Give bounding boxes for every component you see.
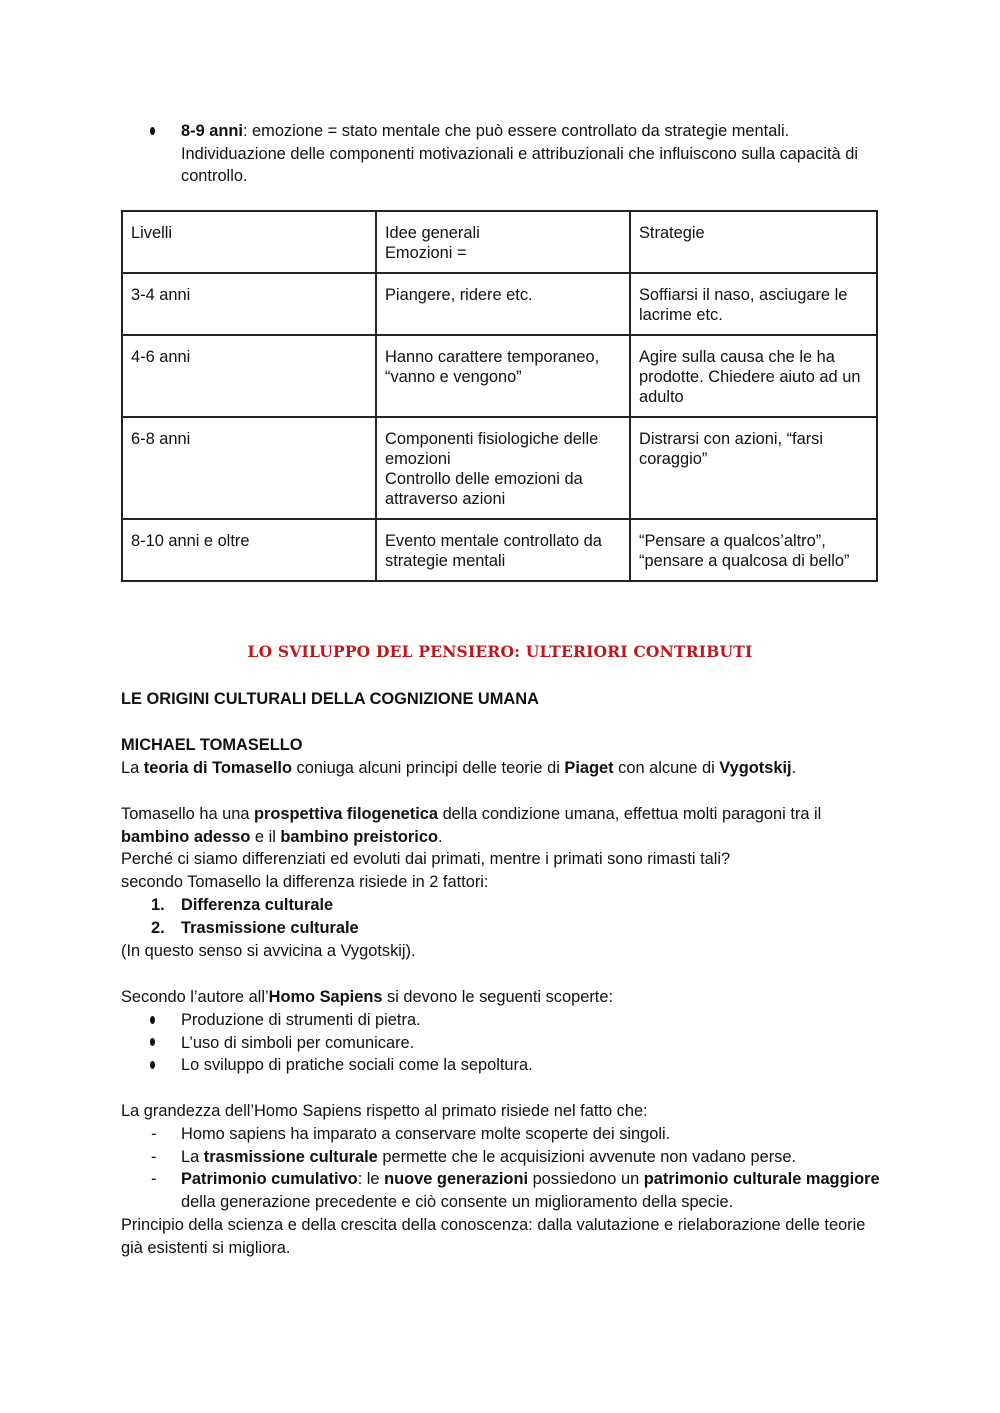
- list-item: - Patrimonio cumulativo: le nuove generazioni possiedono un patrimonio culturale maggiore della generazione precedente e ciò consente un miglioramento della specie.: [151, 1170, 880, 1211]
- table-row: [122, 417, 877, 519]
- cell-strategies: “Pensare a qualcos’altro”, “pensare a qualcosa di bello”: [630, 519, 877, 581]
- heading-origins: LE ORIGINI CULTURALI DELLA COGNIZIONE UMANA: [121, 690, 539, 708]
- cell-strategies: Soffiarsi il naso, asciugare le lacrime etc.: [630, 273, 877, 335]
- cell-ideas: Evento mentale controllato da strategie mentali: [376, 519, 630, 581]
- heading-author: MICHAEL TOMASELLO: [121, 736, 303, 754]
- list-item: - La trasmissione culturale permette che le acquisizioni avvenute non vadano perse.: [151, 1147, 797, 1166]
- bullet-icon: [150, 1009, 170, 1032]
- discoveries-list: [121, 1009, 881, 1077]
- bullet-icon: [150, 1054, 170, 1077]
- intro-bullet-list: [121, 120, 861, 188]
- header-cell-ideas: Idee generali Emozioni =: [376, 211, 630, 273]
- bold-text: 8-9 anni: [181, 122, 243, 140]
- list-item: L’uso di simboli per comunicare.: [121, 1032, 881, 1055]
- table-row: [122, 519, 877, 581]
- emotion-levels-table: [121, 210, 878, 582]
- greatness-list: [121, 1123, 881, 1213]
- paragraph-science: Principio della scienza e della crescita della conoscenza: dalla valutazione e rielaborazione delle teorie già esistenti si migliora.: [121, 1216, 866, 1257]
- list-item: Produzione di strumenti di pietra.: [121, 1009, 881, 1032]
- factors-note: (In questo senso si avvicina a Vygotskij).: [121, 942, 416, 960]
- factors-list: [121, 894, 881, 939]
- cell-level: 8-10 anni e oltre: [122, 519, 376, 581]
- cell-ideas: Componenti fisiologiche delle emozioni Controllo delle emozioni da attraverso azioni: [376, 417, 630, 519]
- table-row: [122, 335, 877, 417]
- cell-level: 3-4 anni: [122, 273, 376, 335]
- bullet-icon: [150, 120, 170, 143]
- bullet-icon: [150, 1032, 170, 1055]
- cell-ideas: Piangere, ridere etc.: [376, 273, 630, 335]
- body-text: : emozione = stato mentale che può essere controllato da strategie mentali. Individuazione delle componenti motivazionali e attribuzionali che influiscono sulla capacità di controllo.: [181, 122, 858, 186]
- paragraph-theory: La teoria di Tomasello coniuga alcuni principi delle teorie di Piaget con alcune di Vygotskij.: [121, 759, 797, 777]
- section-title: LO SVILUPPO DEL PENSIERO: ULTERIORI CONTRIBUTI: [247, 642, 753, 661]
- list-item: [121, 120, 861, 188]
- cell-strategies: Distrarsi con azioni, “farsi coraggio”: [630, 417, 877, 519]
- list-item: Lo sviluppo di pratiche sociali come la sepoltura.: [121, 1054, 881, 1077]
- cell-strategies: Agire sulla causa che le ha prodotte. Chiedere aiuto ad un adulto: [630, 335, 877, 417]
- paragraph-homo-sapiens: Secondo l’autore all’Homo Sapiens si devono le seguenti scoperte:: [121, 988, 614, 1006]
- cell-level: 6-8 anni: [122, 417, 376, 519]
- paragraph-phylogenetic: Tomasello ha una prospettiva filogenetica della condizione umana, effettua molti paragoni tra il bambino adesso e il bambino preistorico. Perché ci siamo differenziati ed evoluti dai primati, mentre i primati sono rimasti tali? secondo Tomasello la differenza risiede in 2 fattori:: [121, 805, 822, 891]
- list-item: - Homo sapiens ha imparato a conservare molte scoperte dei singoli.: [151, 1125, 671, 1143]
- cell-ideas: Hanno carattere temporaneo, “vanno e vengono”: [376, 335, 630, 417]
- header-cell-levels: Livelli: [122, 211, 376, 273]
- cell-level: 4-6 anni: [122, 335, 376, 417]
- list-item: 2. Trasmissione culturale: [151, 918, 359, 937]
- table-row: [122, 273, 877, 335]
- paragraph-greatness: La grandezza dell’Homo Sapiens rispetto al primato risiede nel fatto che:: [121, 1102, 648, 1120]
- header-cell-strategies: Strategie: [630, 211, 877, 273]
- table-header-row: [122, 211, 877, 273]
- list-item: 1. Differenza culturale: [151, 896, 334, 914]
